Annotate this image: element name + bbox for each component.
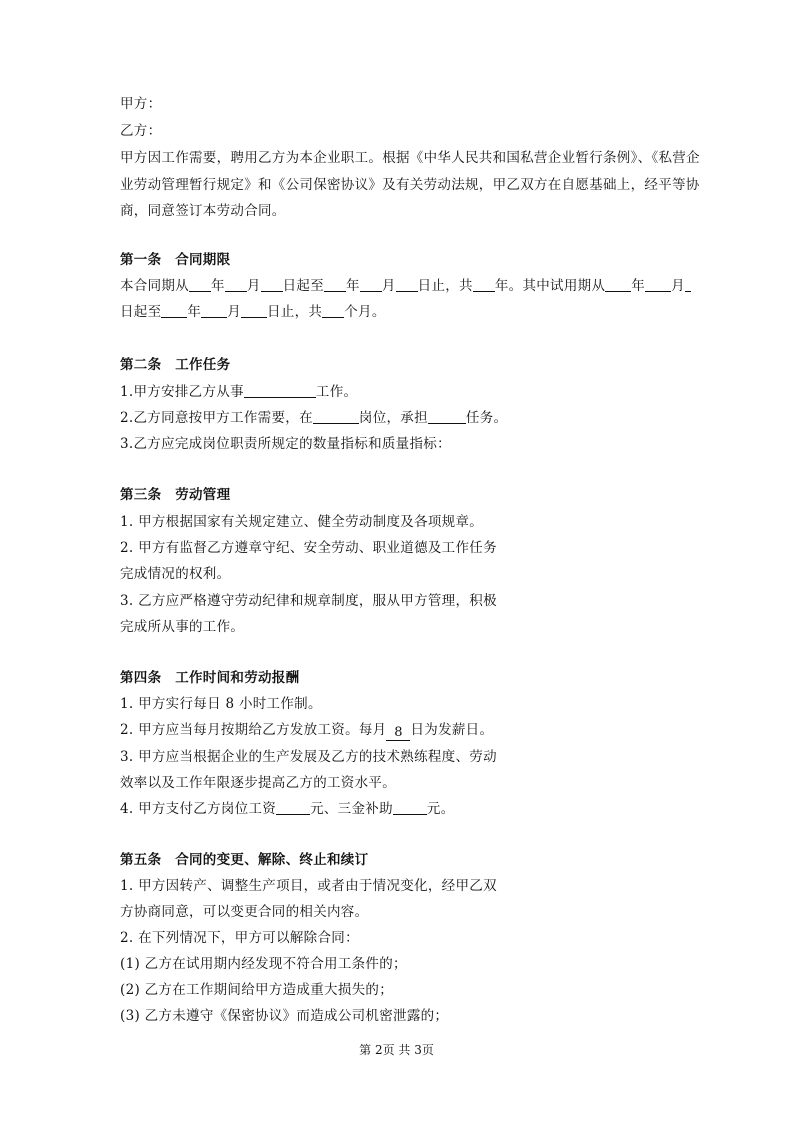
article-5-item-1: 1. 甲方因转产、调整生产项目，或者由于情况变化，经甲乙双 bbox=[120, 878, 497, 894]
text: 月 bbox=[671, 278, 685, 294]
article-2-item-3: 3.乙方应完成岗位职责所规定的数量指标和质量指标： bbox=[120, 436, 451, 452]
article-2-item-2 bbox=[120, 408, 507, 428]
blank-field[interactable] bbox=[322, 303, 344, 318]
blank-field[interactable] bbox=[360, 277, 382, 292]
article-4-item-2 bbox=[120, 720, 493, 741]
text: 月 bbox=[246, 278, 261, 294]
article-5-item-2: 2. 在下列情况下，甲方可以解除合同： bbox=[120, 930, 359, 946]
blank-field[interactable] bbox=[261, 277, 283, 292]
article-1-line-1 bbox=[120, 276, 691, 296]
article-1-line-2 bbox=[120, 302, 386, 322]
article-5-sub-2: (2) 乙方在工作期间给甲方造成重大损失的； bbox=[120, 982, 394, 998]
text: 年 bbox=[211, 278, 225, 294]
blank-field[interactable] bbox=[161, 303, 187, 318]
article-4-heading: 第四条 工作时间和劳动报酬 bbox=[120, 670, 300, 686]
article-4-item-3-cont: 效率以及工作年限逐步提高乙方的工资水平。 bbox=[120, 775, 396, 791]
blank-field[interactable] bbox=[645, 277, 671, 292]
party-a-line: 甲方： bbox=[120, 96, 162, 112]
blank-field[interactable] bbox=[244, 383, 316, 398]
article-4-item-3: 3. 甲方应当根据企业的生产发展及乙方的技术熟练程度、劳动 bbox=[120, 749, 497, 765]
blank-field[interactable] bbox=[189, 277, 211, 292]
text: 元、三金补助 bbox=[310, 801, 393, 817]
blank-field[interactable] bbox=[324, 277, 346, 292]
article-5-item-1-cont: 方协商同意，可以变更合同的相关内容。 bbox=[120, 904, 369, 920]
article-1-heading: 第一条 合同期限 bbox=[120, 252, 231, 268]
payday-field[interactable]: 8 bbox=[386, 726, 410, 741]
intro-line-2: 业劳动管理暂行规定》和《公司保密协议》及有关劳动法规，甲乙双方在自愿基础上，经平等协 bbox=[120, 177, 700, 193]
text: 日止，共 bbox=[267, 304, 323, 320]
text: 年 bbox=[187, 304, 202, 320]
text: 元。 bbox=[426, 801, 455, 817]
text: 月 bbox=[227, 304, 242, 320]
intro-line-1: 甲方因工作需要，聘用乙方为本企业职工。根据《中华人民共和国私营企业暂行条例》、《私营企 bbox=[120, 150, 700, 166]
blank-field[interactable] bbox=[605, 277, 631, 292]
text: 本合同期从 bbox=[120, 278, 189, 294]
text: 工作。 bbox=[315, 384, 358, 400]
article-4-item-1: 1. 甲方实行每日 8 小时工作制。 bbox=[120, 696, 322, 712]
blank-field[interactable] bbox=[241, 303, 267, 318]
article-2-item-1 bbox=[120, 382, 357, 402]
article-2-heading: 第二条 工作任务 bbox=[120, 357, 231, 373]
blank-field[interactable] bbox=[276, 800, 310, 815]
text: 2.乙方同意按甲方工作需要，在 bbox=[120, 410, 313, 426]
text: 2. 甲方应当每月按期给乙方发放工资。每月 bbox=[120, 722, 387, 738]
page-footer: 第 2页 共 3页 bbox=[359, 1043, 434, 1057]
text: 1.甲方安排乙方从事 bbox=[120, 384, 244, 400]
article-3-item-3-cont: 完成所从事的工作。 bbox=[120, 619, 245, 635]
text: 岗位，承担 bbox=[358, 410, 428, 426]
article-3-item-3: 3. 乙方应严格遵守劳动纪律和规章制度，服从甲方管理，积极 bbox=[120, 593, 497, 609]
text: 日为发薪日。 bbox=[410, 722, 494, 738]
text: 日起至 bbox=[120, 304, 162, 320]
text: 年。其中试用期从 bbox=[494, 278, 606, 294]
blank-field[interactable] bbox=[393, 800, 427, 815]
article-4-item-4 bbox=[120, 799, 455, 819]
text: 任务。 bbox=[465, 410, 508, 426]
party-b-line: 乙方： bbox=[120, 123, 162, 139]
text: 日起至 bbox=[282, 278, 325, 294]
text: 个月。 bbox=[344, 304, 386, 320]
article-5-heading: 第五条 合同的变更、解除、终止和续订 bbox=[120, 852, 369, 868]
blank-field[interactable] bbox=[428, 409, 466, 424]
text: 4. 甲方支付乙方岗位工资 bbox=[120, 801, 277, 817]
intro-line-3: 商，同意签订本劳动合同。 bbox=[120, 203, 286, 219]
blank-field[interactable] bbox=[685, 277, 691, 292]
text: 年 bbox=[631, 278, 646, 294]
article-5-sub-1: (1) 乙方在试用期内经发现不符合用工条件的； bbox=[120, 956, 407, 972]
article-3-item-1: 1. 甲方根据国家有关规定建立、健全劳动制度及各项规章。 bbox=[120, 514, 484, 530]
text: 日止，共 bbox=[417, 278, 473, 294]
article-3-heading: 第三条 劳动管理 bbox=[120, 487, 231, 503]
text: 月 bbox=[381, 278, 396, 294]
text: 年 bbox=[346, 278, 360, 294]
blank-field[interactable] bbox=[225, 277, 247, 292]
article-5-sub-3: (3) 乙方未遵守《保密协议》而造成公司机密泄露的； bbox=[120, 1008, 449, 1024]
blank-field[interactable] bbox=[313, 409, 359, 424]
blank-field[interactable] bbox=[201, 303, 227, 318]
blank-field[interactable] bbox=[473, 277, 495, 292]
article-3-item-2-cont: 完成情况的权利。 bbox=[120, 566, 231, 582]
article-3-item-2: 2. 甲方有监督乙方遵章守纪、安全劳动、职业道德及工作任务 bbox=[120, 540, 497, 556]
blank-field[interactable] bbox=[396, 277, 418, 292]
